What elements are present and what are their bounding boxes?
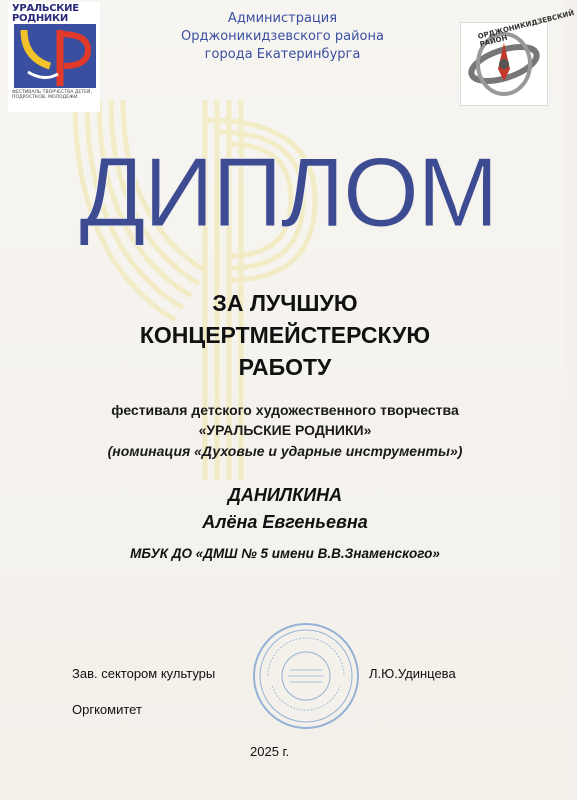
diploma-year: 2025 г. <box>250 744 290 759</box>
award-line-1: ЗА ЛУЧШУЮ <box>212 290 358 316</box>
recipient-first-name: Алёна Евгеньевна <box>202 512 368 532</box>
recipient-last-name: ДАНИЛКИНА <box>227 485 343 505</box>
orgcommittee-label: Оргкомитет <box>72 702 142 717</box>
festival-nomination: (номинация «Духовые и ударные инструменты») <box>107 443 463 459</box>
diploma-title: ДИПЛОМ <box>79 137 497 247</box>
award-line-2: КОНЦЕРТМЕЙСТЕРСКУЮ <box>139 322 431 348</box>
festival-logo-title-line1: УРАЛЬСКИЕ <box>12 3 79 14</box>
signature-role: Зав. сектором культуры <box>72 666 216 681</box>
signature-name: Л.Ю.Удинцева <box>369 666 456 681</box>
recipient-school: МБУК ДО «ДМШ № 5 имени В.В.Знаменского» <box>130 546 440 561</box>
festival-logo-title <box>12 4 79 24</box>
administration-header <box>160 10 405 64</box>
official-stamp-icon <box>250 620 362 732</box>
district-logo-text: ОРДЖОНИКИДЗЕВСКИЙ РАЙОН <box>477 9 576 49</box>
festival-logo-emblem-icon <box>14 24 96 88</box>
award-heading <box>60 287 510 383</box>
festival-logo <box>8 2 100 112</box>
district-logo <box>460 9 576 106</box>
festival-logo-subtitle: ФЕСТИВАЛЬ ТВОРЧЕСТВА ДЕТЕЙ, ПОДРОСТКОВ, МОЛОДЕЖИ <box>12 90 92 100</box>
festival-logo-title-line2: РОДНИКИ <box>12 13 68 24</box>
admin-line-1: Администрация <box>227 11 338 26</box>
admin-line-3: города Екатеринбурга <box>204 47 361 62</box>
award-line-3: РАБОТУ <box>238 354 332 380</box>
admin-line-2: Орджоникидзевского района <box>181 29 384 44</box>
festival-line-2: «УРАЛЬСКИЕ РОДНИКИ» <box>198 422 372 438</box>
festival-line-1: фестиваля детского художественного творчества <box>111 402 459 418</box>
